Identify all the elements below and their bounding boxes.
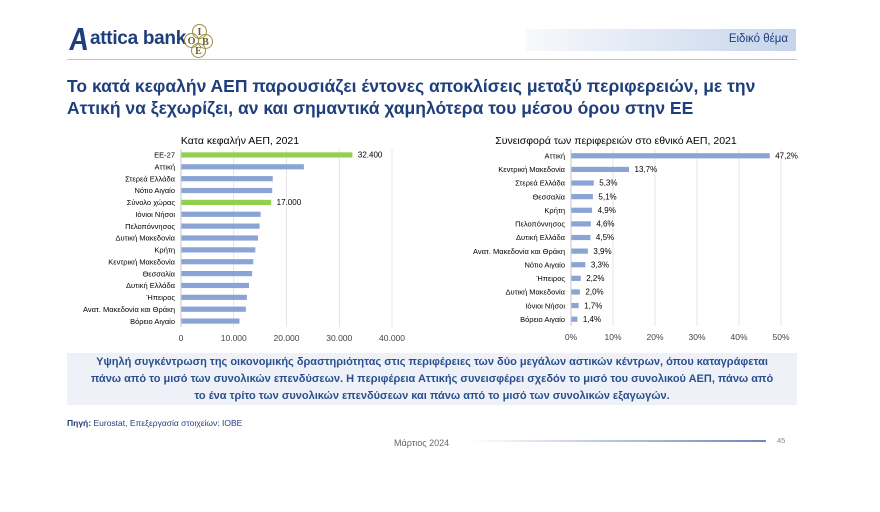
category-label: Στερεά Ελλάδα: [515, 178, 565, 188]
x-tick-label: 10%: [604, 332, 622, 342]
category-label: Ιόνιοι Νήσοι: [525, 301, 565, 311]
iobe-logo: [184, 24, 218, 58]
x-tick-label: 0%: [564, 332, 578, 342]
bar: [572, 276, 581, 281]
category-label: ΕΕ-27: [154, 150, 175, 160]
note-line: πάνω από το μισό των συνολικών επενδύσεων. Η περιφέρεια Αττικής συνεισφέρει σχεδόν το μισό του συνολικού ΑΕΠ, πάνω από: [90, 373, 774, 385]
x-tick-label: 30.000: [326, 333, 353, 343]
iobe-letter: Β: [198, 34, 213, 49]
category-label: Βόρειο Αιγαίο: [520, 314, 565, 324]
page-number: 45: [777, 436, 786, 445]
section-banner: [526, 29, 796, 51]
note-line: το ένα τρίτο των συνολικών επενδύσεων και πάνω από το μισό των συνολικών εξαγωγών.: [194, 390, 670, 402]
data-label: 1,4%: [582, 314, 602, 324]
brand-name: attica bank: [90, 28, 186, 49]
data-label: 2,2%: [586, 274, 605, 284]
bar: [182, 224, 260, 229]
data-label: 2,0%: [585, 287, 604, 297]
category-label: Κεντρική Μακεδονία: [498, 165, 565, 175]
category-label: Ήπειρος: [536, 274, 565, 284]
attica-bank-logo: [67, 28, 186, 50]
bar: [182, 283, 250, 288]
data-label: 5,1%: [598, 192, 617, 202]
bar: [182, 271, 253, 276]
category-label: Κρήτη: [544, 205, 565, 215]
category-label: Δυτική Ελλάδα: [126, 281, 175, 291]
source-text: Eurostat, Επεξεργασία στοιχείων: ΙΟΒΕ: [93, 418, 243, 428]
x-tick-label: 20.000: [273, 333, 300, 343]
gdp-per-capita-chart: [67, 128, 417, 350]
key-findings-box: [67, 353, 797, 405]
data-label: 5,3%: [599, 178, 618, 188]
bar: [572, 180, 594, 185]
bar: [572, 235, 591, 240]
category-label: Δυτική Μακεδονία: [505, 287, 565, 297]
category-label: Αττική: [154, 162, 175, 172]
bar: [572, 249, 588, 254]
bar: [572, 194, 593, 199]
category-label: Αττική: [544, 151, 565, 161]
slide-title: Το κατά κεφαλήν ΑΕΠ παρουσιάζει έντονες αποκλίσεις μεταξύ περιφερειών, με την Αττική να ξεχωρίζει, αν και σημαντικά χαμηλότερα του μέσου όρου στην ΕΕ: [67, 76, 756, 118]
category-label: Ήπειρος: [146, 293, 175, 303]
category-label: Ανατ. Μακεδονία και Θράκη: [82, 304, 175, 314]
category-label: Βόρειο Αιγαίο: [130, 316, 175, 326]
category-label: Δυτική Ελλάδα: [516, 233, 565, 243]
iobe-letter: Ε: [191, 43, 206, 58]
data-label: 1,7%: [584, 301, 603, 311]
bar: [182, 152, 353, 157]
footer-date: Μάρτιος 2024: [394, 438, 450, 448]
gdp-contribution-chart: [450, 128, 800, 350]
footer-line: [470, 440, 766, 442]
category-label: Δυτική Μακεδονία: [115, 233, 175, 243]
category-label: Στερεά Ελλάδα: [125, 174, 175, 184]
bar: [182, 318, 240, 323]
data-label: 4,5%: [595, 233, 615, 243]
data-label: 4,6%: [596, 219, 615, 229]
data-label: 47,2%: [775, 151, 798, 161]
category-label: Κεντρική Μακεδονία: [108, 257, 175, 267]
data-label: 3,9%: [593, 246, 612, 256]
category-label: Ιόνιοι Νήσοι: [135, 209, 175, 219]
category-label: Κρήτη: [154, 245, 175, 255]
bar: [182, 176, 273, 181]
iobe-letter: Ι: [192, 24, 207, 39]
bar: [182, 188, 273, 193]
bar: [572, 221, 591, 226]
x-tick-label: 40.000: [379, 333, 405, 343]
attica-logo-icon: [67, 28, 87, 50]
bar: [182, 259, 254, 264]
bar: [182, 164, 304, 169]
category-label: Νότιο Αιγαίο: [134, 186, 175, 196]
category-label: Θεσσαλία: [532, 192, 565, 202]
category-label: Σύνολο χώρας: [126, 198, 175, 208]
bar: [572, 153, 770, 158]
category-label: Ανατ. Μακεδονία και Θράκη: [472, 246, 565, 256]
iobe-letter: Ο: [184, 33, 199, 48]
source-label: Πηγή:: [67, 418, 92, 428]
category-label: Πελοπόννησος: [125, 221, 175, 231]
source-note: [67, 418, 242, 428]
data-label: 32.400: [357, 150, 383, 160]
bar: [572, 167, 630, 172]
bar: [182, 295, 247, 300]
bar: [182, 212, 261, 217]
data-label: 17.000: [276, 198, 302, 208]
data-label: 3,3%: [590, 260, 610, 270]
bar: [572, 262, 586, 267]
bar: [572, 303, 579, 308]
x-tick-label: 50%: [772, 332, 790, 342]
header-divider: [67, 59, 797, 60]
bar: [572, 289, 580, 294]
data-label: 4,9%: [597, 205, 616, 215]
x-tick-label: 30%: [688, 332, 706, 342]
x-tick-label: 0: [178, 333, 184, 343]
x-tick-label: 40%: [730, 332, 748, 342]
bar: [572, 208, 593, 213]
chart-title: Κατα κεφαλήν ΑΕΠ, 2021: [180, 135, 300, 147]
section-label: Ειδικό θέμα: [728, 33, 788, 45]
bar: [182, 235, 258, 240]
bar: [572, 317, 578, 322]
data-label: 13,7%: [634, 165, 658, 175]
category-label: Πελοπόννησος: [515, 219, 565, 229]
chart-title: Συνεισφορά των περιφερειών στο εθνικό ΑΕΠ, 2021: [495, 135, 737, 147]
bar: [182, 307, 246, 312]
bar: [182, 200, 272, 205]
note-line: Υψηλή συγκέντρωση της οικονομικής δραστηριότητας στις περιφέρειες των δύο μεγάλων αστικών κέντρων, όπου καταγράφεται: [96, 356, 768, 368]
category-label: Νότιο Αιγαίο: [524, 260, 565, 270]
x-tick-label: 20%: [646, 332, 664, 342]
x-tick-label: 10.000: [220, 333, 247, 343]
bar: [182, 247, 256, 252]
category-label: Θεσσαλία: [142, 269, 175, 279]
